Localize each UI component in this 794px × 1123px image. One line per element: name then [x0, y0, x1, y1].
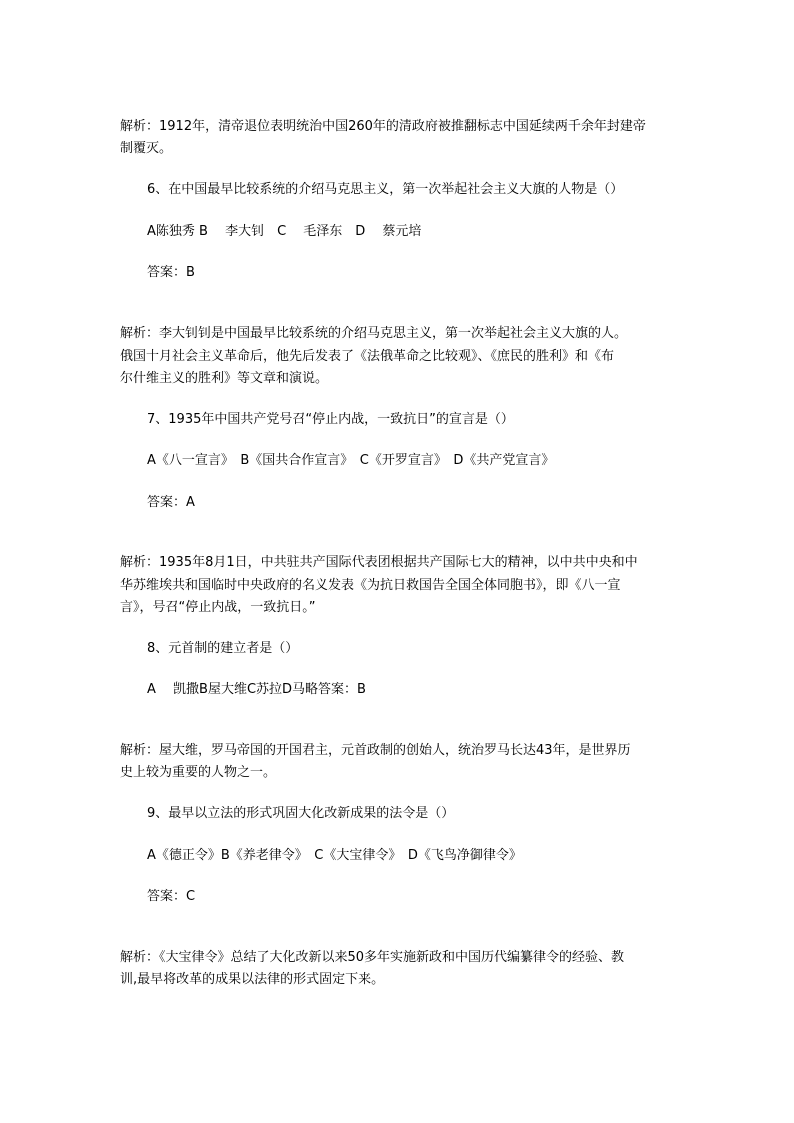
question-9: 9、最早以立法的形式巩固大化改新成果的法令是（） — [147, 806, 455, 821]
analysis-line: 尔什维主义的胜利》等文章和演说。 — [120, 371, 329, 386]
analysis-line: 制覆灭。 — [120, 141, 173, 156]
question-8-options: A 凯撒B屋大维C苏拉D马略答案：B — [147, 682, 366, 697]
question-9-options: A《德正令》B《养老律令》 C《大宝律令》 D《飞鸟净御律令》 — [147, 848, 522, 863]
question-7: 7、1935年中国共产党号召“停止内战，一致抗日”的宣言是（） — [147, 412, 514, 427]
analysis-line: 解析：屋大维，罗马帝国的开国君主，元首政制的创始人，统治罗马长达43年，是世界历 — [120, 743, 631, 758]
question-9-answer: 答案：C — [147, 889, 196, 904]
analysis-line: 史上较为重要的人物之一。 — [120, 765, 277, 780]
question-8: 8、元首制的建立者是（） — [147, 641, 299, 656]
question-7-options: A《八一宣言》 B《国共合作宣言》 C《开罗宣言》 D《共产党宣言》 — [147, 453, 555, 468]
analysis-line: 解析：1912年，清帝退位表明统治中国260年的清政府被推翻标志中国延续两千余年封建帝 — [120, 119, 646, 134]
analysis-line: 俄国十月社会主义革命后，他先后发表了《法俄革命之比较观》、《庶民的胜利》和《布 — [120, 349, 615, 364]
question-6: 6、在中国最早比较系统的介绍马克思主义，第一次举起社会主义大旗的人物是（） — [147, 182, 624, 197]
analysis-line: 解析：《大宝律令》总结了大化改新以来50多年实施新政和中国历代编纂律令的经验、教 — [120, 950, 625, 965]
question-6-options: A陈独秀 B 李大钊 C 毛泽东 D 蔡元培 — [147, 224, 422, 239]
analysis-line: 训,最早将改革的成果以法律的形式固定下来。 — [120, 972, 385, 987]
question-7-answer: 答案：A — [147, 495, 195, 510]
analysis-line: 解析：李大钊钊是中国最早比较系统的介绍马克思主义，第一次举起社会主义大旗的人。 — [120, 326, 628, 341]
analysis-line: 言》，号召“停止内战，一致抗日。” — [120, 600, 316, 615]
analysis-line: 华苏维埃共和国临时中央政府的名义发表《为抗日救国告全国全体同胞书》，即《八一宣 — [120, 578, 621, 593]
analysis-line: 解析：1935年8月1日，中共驻共产国际代表团根据共产国际七大的精神，以中共中央和中 — [120, 555, 638, 570]
question-6-answer: 答案：B — [147, 265, 195, 280]
